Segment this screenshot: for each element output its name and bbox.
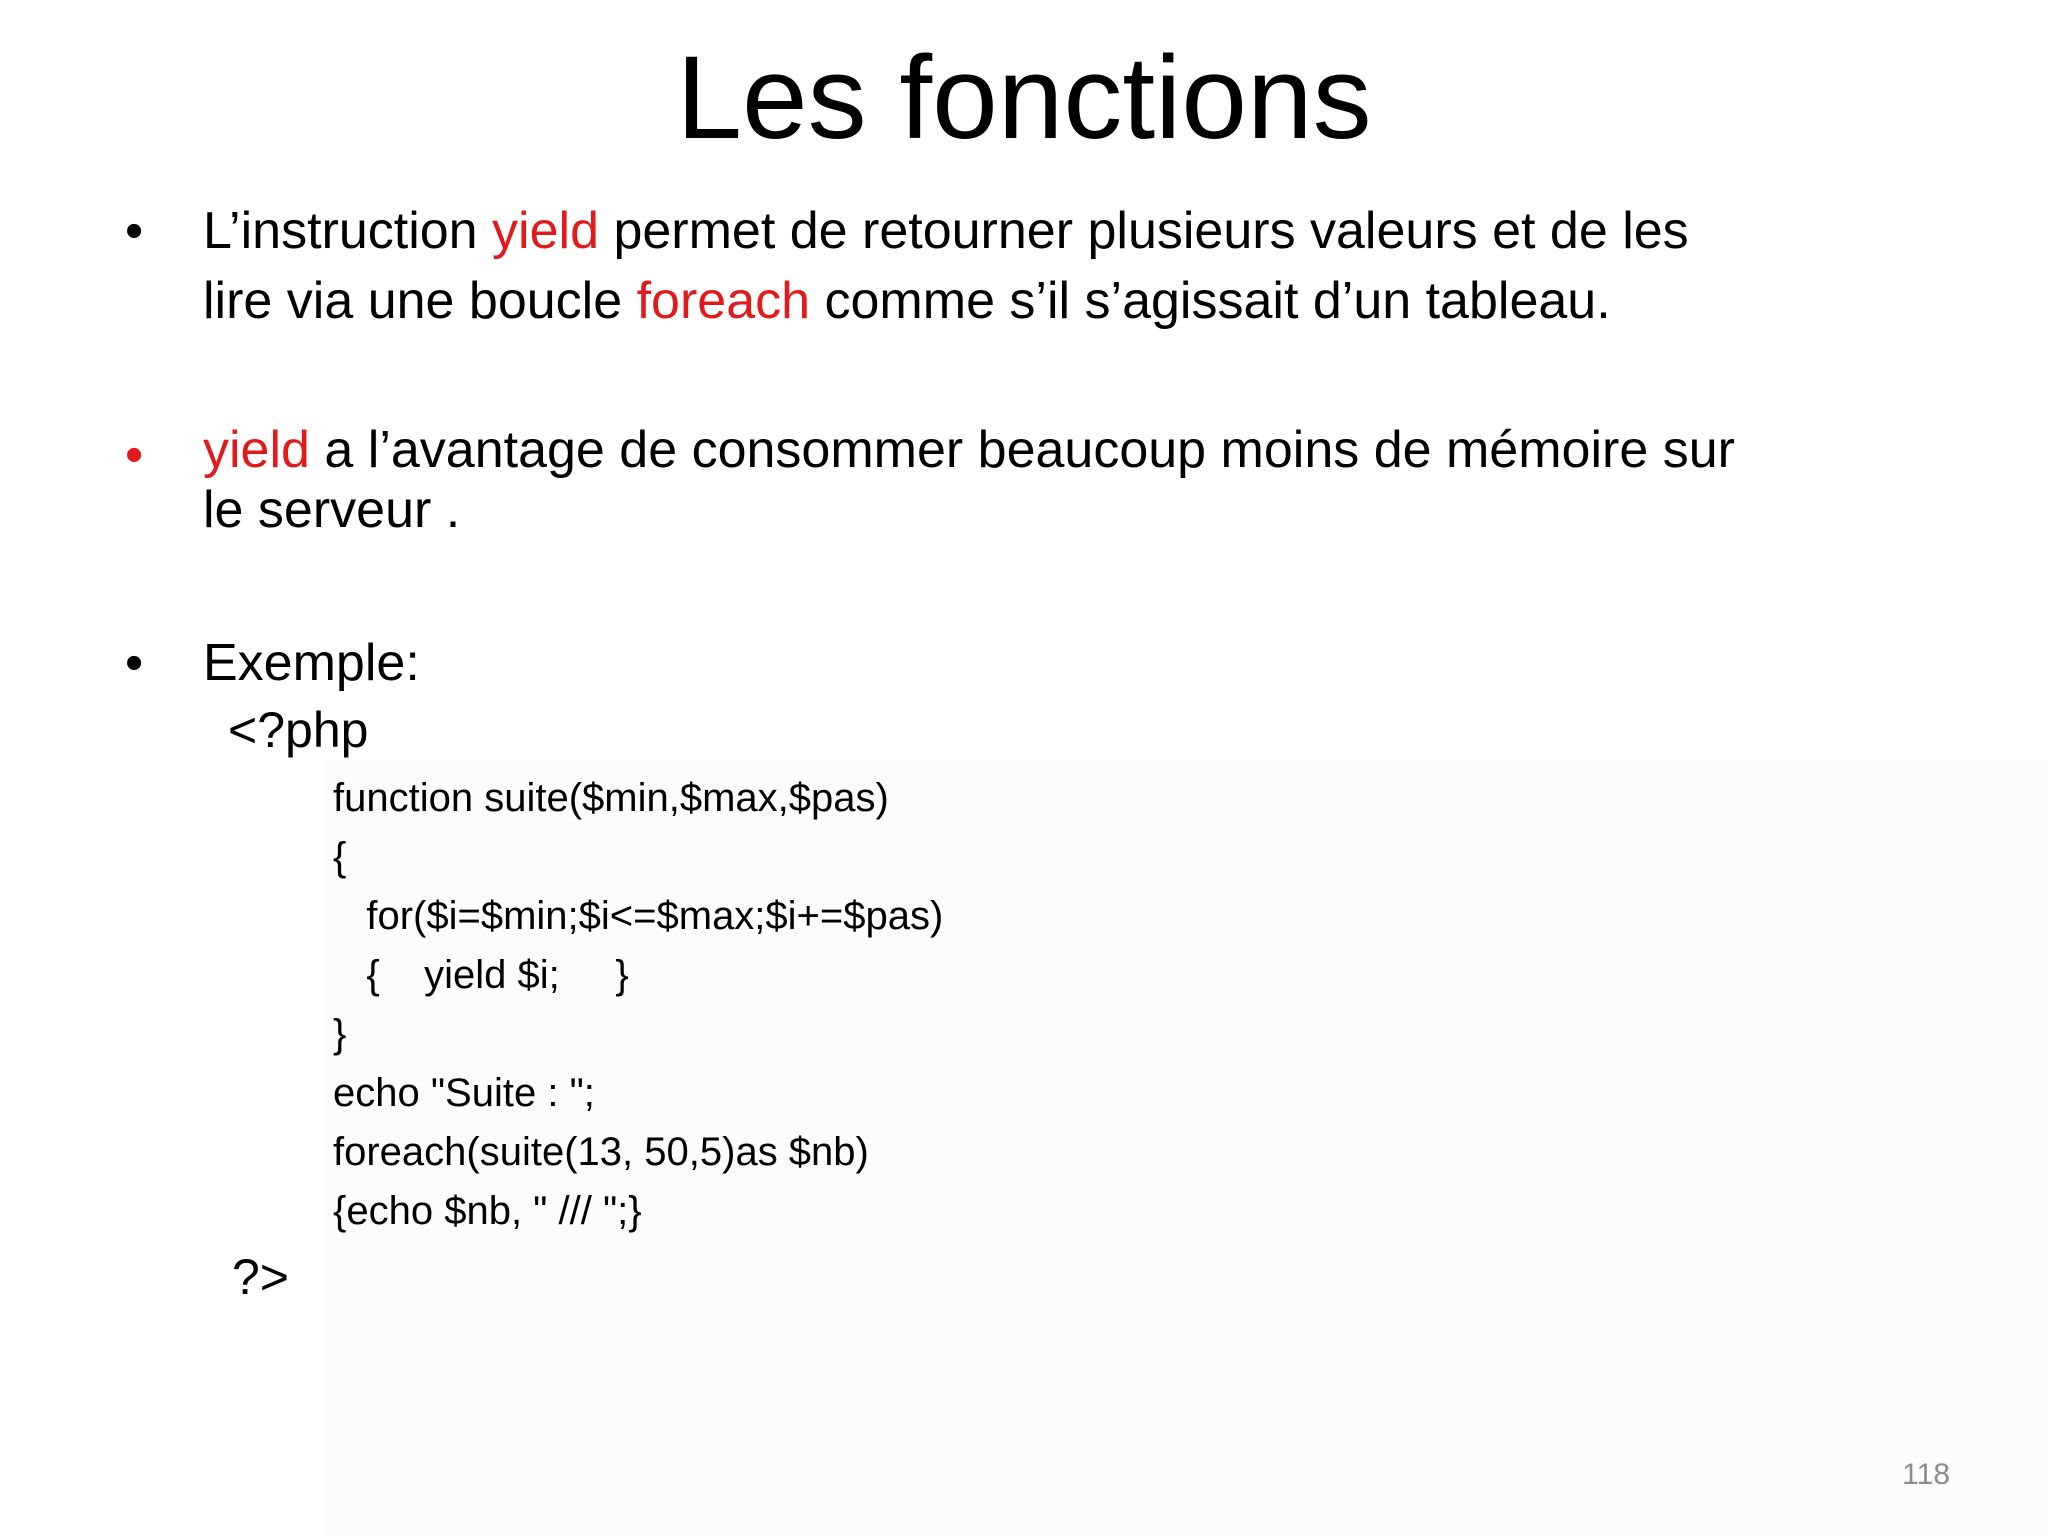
code-line: function suite($min,$max,$pas) <box>333 776 889 820</box>
code-line: echo "Suite : "; <box>333 1071 595 1115</box>
text-segment: a l’avantage de consommer beaucoup moins de mémoire sur <box>309 421 1735 479</box>
bullet-line <box>203 420 2003 480</box>
keyword-foreach: foreach <box>636 272 811 330</box>
slide-title: Les fonctions <box>676 32 1372 164</box>
keyword-yield: yield <box>492 202 599 260</box>
code-line: foreach(suite(13, 50,5)as $nb) <box>333 1130 869 1174</box>
bullet-text: Exemple: <box>203 634 420 692</box>
text-segment: L’instruction <box>203 202 493 260</box>
bullet-text <box>203 196 2003 336</box>
php-open-tag: <?php <box>228 702 369 758</box>
php-close-tag: ?> <box>232 1249 290 1305</box>
code-line: { yield $i; } <box>333 953 629 997</box>
bullet-dot-icon: • <box>125 426 144 484</box>
code-line: {echo $nb, " /// ";} <box>333 1189 642 1233</box>
bullet-line <box>203 266 2003 336</box>
bullet-dot-icon: • <box>125 634 144 692</box>
bullet-dot-icon: • <box>125 202 144 260</box>
text-segment: permet de retourner plusieurs valeurs et de les <box>599 202 1689 260</box>
code-line: for($i=$min;$i<=$max;$i+=$pas) <box>333 894 944 938</box>
bullet-line <box>203 196 2003 266</box>
bullet-text <box>203 420 2003 540</box>
bullet-line: le serveur . <box>203 481 461 539</box>
text-segment: comme s’il s’agissait d’un tableau. <box>810 272 1611 330</box>
page-number: 118 <box>1902 1458 1950 1491</box>
code-line: } <box>333 1012 347 1056</box>
keyword-yield: yield <box>203 421 310 479</box>
code-line: { <box>333 835 347 879</box>
text-segment: lire via une boucle <box>203 272 637 330</box>
